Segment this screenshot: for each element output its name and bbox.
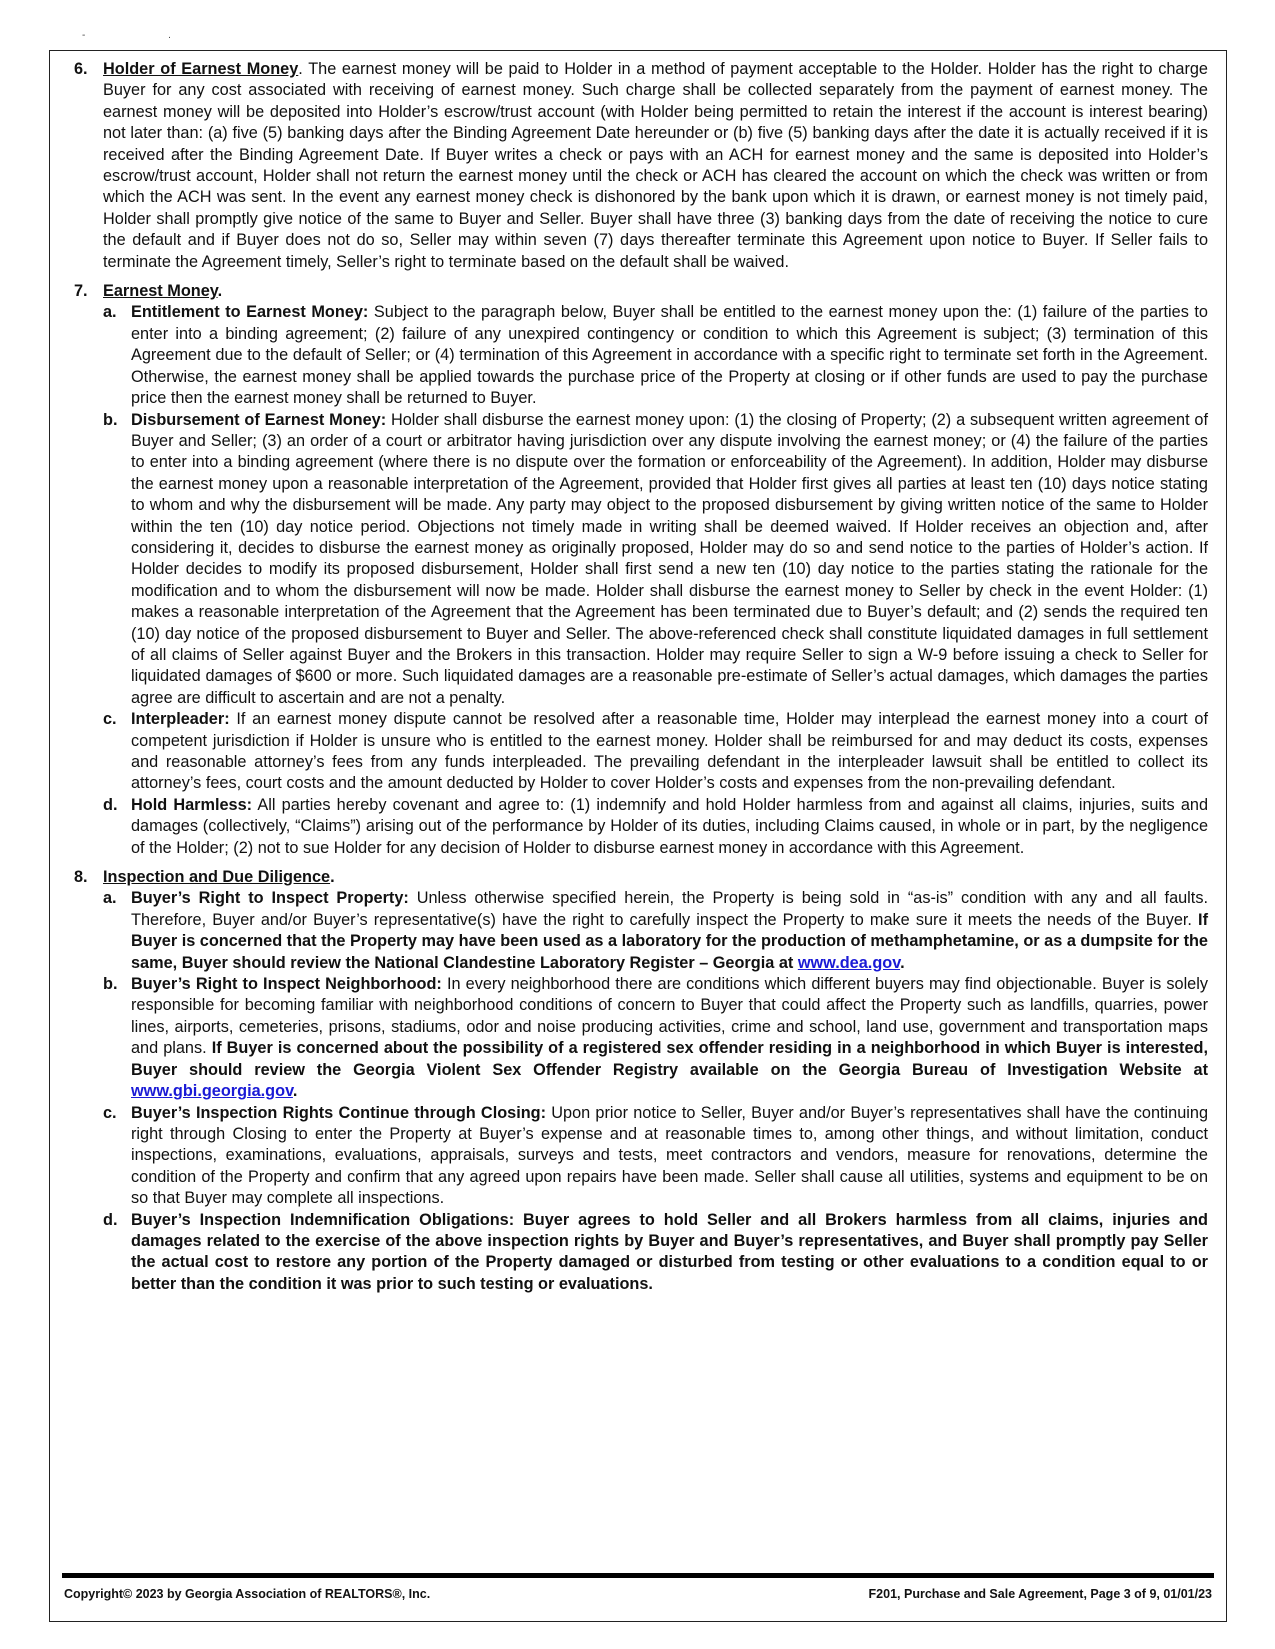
heading-period: . (330, 868, 335, 887)
subsection-8b-inspect-neighborhood (103, 974, 1208, 1102)
section-number: 6. (74, 60, 88, 78)
section-8-inspection (74, 867, 1208, 1295)
subsection-title: Hold Harmless: (131, 795, 253, 814)
subsection-bold-text: Buyer agrees to hold Seller and all Brokers harmless from all claims, injuries and damages related to the exercise of the above inspection rights by Buyer and Buyer’s representatives, and Buyer shall promptly pay Seller the actual cost to restore any portion of the Property damaged or disturbed from testing or other evaluations to a condition equal to or better than the condition it was prior to such testing or evaluations. (131, 1210, 1208, 1293)
dea-gov-link[interactable]: www.dea.gov (797, 953, 901, 972)
heading-period: . (217, 282, 223, 301)
page-footer (64, 1587, 1212, 1601)
footer-divider (62, 1573, 1214, 1578)
subsection-letter: c. (103, 710, 117, 729)
subsection-bold-text: If Buyer is concerned about the possibility of a registered sex offender residing in a neighborhood in which Buyer is interested, Buyer should review the Georgia Violent Sex Offender Registry available on the Georgia Bureau of Investigation Website at (131, 1039, 1208, 1079)
subsection-text: Subject to the paragraph below, Buyer shall be entitled to the earnest money upon the: (1) failure of the parties to enter into a binding agreement; (2) failure of any unexpired contingency or condition to which this Agreement is subject; (3) termination of this Agreement due to the default of Seller; or (4) termination of this Agreement in accordance with a specific right to terminate set forth in the Agreement. Otherwise, the earnest money shall be applied towards the purchase price of the Property at closing or if other funds are used to pay the purchase price then the earnest money shall be returned to Buyer. (131, 303, 1208, 408)
subsection-text: In every neighborhood there are conditions which different buyers may find objectionable. Buyer is solely responsible for becoming familiar with neighborhood conditions of concern to Buyer that could affect the Property such as landfills, quarries, power lines, airports, cemeteries, prisons, stadiums, odor and noise producing activities, crime and school, land use, government and transportation maps and plans. (131, 975, 1208, 1058)
subsection-letter: b. (103, 975, 118, 994)
subsection-title: Buyer’s Inspection Indemnification Obligations: (131, 1210, 515, 1229)
subsection-letter: d. (103, 1210, 118, 1229)
section-text: . The earnest money will be paid to Holder in a method of payment acceptable to the Holder. Holder has the right to charge Buyer for any cost associated with receiving of earnest money. Such charge shall be collected separately from the payment of earnest money. The earnest money will be deposited into Holder’s escrow/trust account (with Holder being permitted to retain the interest if the account is interest bearing) not later than: (a) five (5) banking days after the Binding Agreement Date hereunder or (b) five (5) banking days after the date it is actually received if it is received after the Binding Agreement Date. If Buyer writes a check or pays with an ACH for earnest money and the same is deposited into Holder’s escrow/trust account, Holder shall not return the earnest money until the check or ACH has cleared the account on which the check was written or from which the ACH was sent. In the event any earnest money check is dishonored by the bank upon which it is drawn, or earnest money is not timely paid, Holder shall promptly give notice of the same to Buyer and Seller. Buyer shall have three (3) banking days from the date of receiving the notice to cure the default and if Buyer does not do so, Seller may within seven (7) days thereafter terminate this Agreement upon notice to Buyer. If Seller fails to terminate the Agreement timely, Seller’s right to terminate based on the default shall be waived. (103, 60, 1208, 271)
end-period: . (292, 1082, 298, 1101)
page-frame (49, 50, 1227, 1622)
section-heading: Holder of Earnest Money (103, 60, 299, 78)
section-heading: Inspection and Due Diligence (103, 868, 331, 887)
subsection-title: Interpleader: (131, 710, 230, 729)
subsection-letter: d. (103, 795, 118, 814)
subsection-8a-inspect-property (103, 888, 1208, 974)
subsection-7d-hold-harmless (103, 795, 1208, 859)
subsection-7c-interpleader (103, 709, 1208, 795)
subsection-text: All parties hereby covenant and agree to: (1) indemnify and hold Holder harmless from and against all claims, injuries, suits and damages (collectively, “Claims”) arising out of the performance by Holder of its duties, including Claims caused, in whole or in part, by the negligence of the Holder; (2) not to sue Holder for any decision of Holder to disburse earnest money in accordance with this Agreement. (131, 795, 1208, 857)
subsection-title: Buyer’s Right to Inspect Neighborhood: (131, 975, 442, 994)
section-number: 7. (74, 282, 88, 301)
subsection-letter: a. (103, 889, 117, 908)
subsection-title: Entitlement to Earnest Money: (131, 303, 369, 322)
gbi-georgia-gov-link[interactable]: www.gbi.georgia.gov (131, 1082, 293, 1101)
subsection-text: Upon prior notice to Seller, Buyer and/or Buyer’s representatives shall have the continuing right through Closing to enter the Property at Buyer’s expense and at reasonable times to, among other things, and without limitation, conduct inspections, examinations, evaluations, appraisals, surveys and tests, meet contractors and vendors, measure for renovations, determine the condition of the Property and confirm that any agreed upon repairs have been made. Seller shall cause all utilities, systems and equipment to be on so that Buyer may complete all inspections. (131, 1103, 1209, 1208)
subsection-letter: c. (103, 1103, 117, 1122)
section-heading: Earnest Money (103, 282, 218, 301)
section-number: 8. (74, 868, 88, 887)
section-7-earnest-money (74, 281, 1208, 859)
subsection-7b-disbursement (103, 410, 1208, 710)
subsection-bold-text: If Buyer is concerned that the Property may have been used as a laboratory for the production of methamphetamine, or as a dumpsite for the same, Buyer should review the National Clandestine Laboratory Register – Georgia at (131, 910, 1208, 972)
subsection-title: Buyer’s Inspection Rights Continue through Closing: (131, 1103, 547, 1122)
document-body (50, 59, 1226, 1295)
subsection-8d-indemnification (103, 1210, 1208, 1296)
end-period: . (900, 953, 905, 972)
subsection-text: Holder shall disburse the earnest money upon: (1) the closing of Property; (2) a subsequent written agreement of Buyer and Seller; (3) an order of a court or arbitrator having jurisdiction over any dispute involving the earnest money; or (4) the failure of the parties to enter into a binding agreement (where there is no dispute over the formation or enforceability of the Agreement). In addition, Holder may disburse the earnest money upon a reasonable interpretation of the Agreement, provided that Holder first gives all parties at least ten (10) days notice stating to whom and why the disbursement will be made. Any party may object to the proposed disbursement by giving written notice of the same to Holder within the ten (10) day notice period. Objections not timely made in writing shall be deemed waived. If Holder receives an objection and, after considering it, decides to disburse the earnest money as originally proposed, Holder may do so and send notice to the parties of Holder’s action. If Holder decides to modify its proposed disbursement, Holder shall first send a new ten (10) day notice to the parties stating the rationale for the modification and to whom the disbursement will now be made. Holder shall disburse the earnest money to Seller by check in the event Holder: (1) makes a reasonable interpretation of the Agreement that the Agreement has been terminated due to Buyer’s default; and (2) sends the required ten (10) day notice of the proposed disbursement to Buyer and Seller. The above-referenced check shall constitute liquidated damages in full settlement of all claims of Seller against Buyer and the Brokers in this transaction. Holder may require Seller to sign a W-9 before issuing a check to Seller for liquidated damages of $600 or more. Such liquidated damages are a reasonable pre-estimate of Seller’s actual damages, which damages the parties agree are difficult to ascertain and are not a penalty. (131, 410, 1208, 707)
subsection-text: If an earnest money dispute cannot be resolved after a reasonable time, Holder may interplead the earnest money into a court of competent jurisdiction if Holder is unsure who is entitled to the earnest money. Holder shall be reimbursed for and may deduct its costs, expenses and reasonable attorney’s fees from any funds interpleaded. The prevailing defendant in the interpleader lawsuit shall be entitled to collect its attorney’s fees, court costs and the amount deducted by Holder to cover Holder’s costs and expenses from the non-prevailing defendant. (131, 710, 1208, 793)
top-scan-marks: - . (82, 30, 211, 41)
subsection-letter: a. (103, 303, 117, 322)
subsection-text: Unless otherwise specified herein, the Property is being sold in “as-is” condition with any and all faults. Therefore, Buyer and/or Buyer’s representative(s) have the right to carefully inspect the Property to make sure it meets the needs of the Buyer. (131, 889, 1208, 929)
section-6-holder-of-earnest-money (74, 59, 1208, 273)
form-page-info: F201, Purchase and Sale Agreement, Page 3 of 9, 01/01/23 (868, 1587, 1212, 1601)
subsection-7a-entitlement (103, 302, 1208, 409)
copyright-text: Copyright© 2023 by Georgia Association of REALTORS®, Inc. (64, 1587, 431, 1601)
subsection-8c-rights-continue (103, 1103, 1208, 1210)
subsection-title: Buyer’s Right to Inspect Property: (131, 889, 409, 908)
subsection-letter: b. (103, 410, 118, 429)
subsection-title: Disbursement of Earnest Money: (131, 410, 387, 429)
